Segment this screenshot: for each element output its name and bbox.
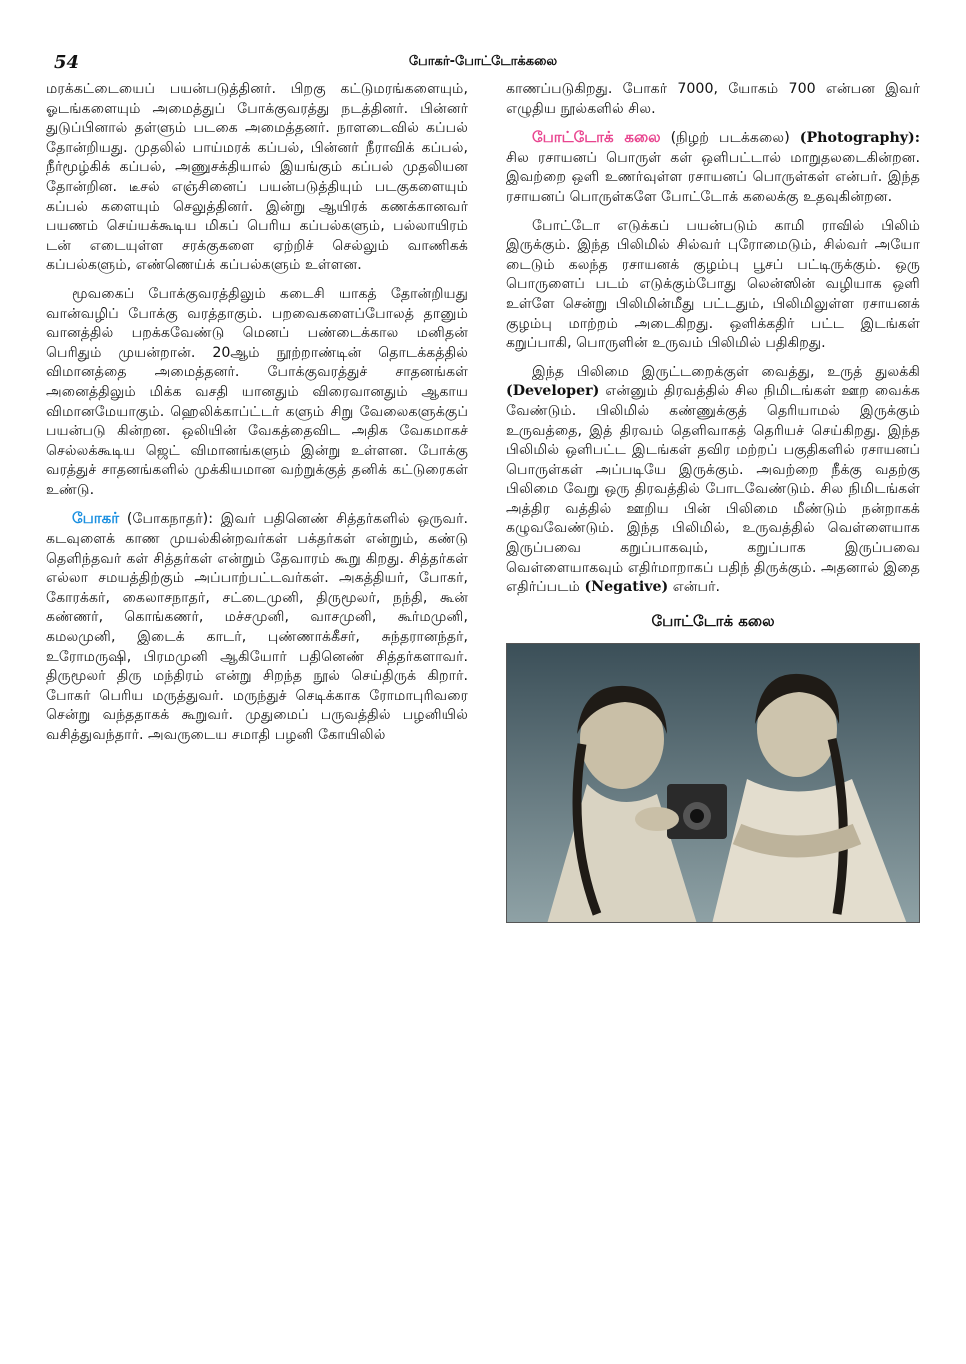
entry-subtitle: (நிழற் படக்கலை)	[660, 130, 790, 147]
paragraph-text: (போகநாதர்): இவர் பதினெண் சித்தர்களில் ஒருவர். கடவுளைக் காண முயல்கின்றவர்கள் பக்தர்கள் என்றும், கண்டு தெளிந்தவர் கள் சித்தர்கள் என்றும் தேவாரம் கூறு கிறது. சித்தர்கள் எல்லா சமயத்திற்கும் அப்பாற்பட்டவர்கள். அகத்தியர், போகர், கோரக்கர், கைலாசநாதர், சட்டைமுனி, திருமூலர், நந்தி, கூன் கண்ணர், கொங்கணர், மச்சமுனி, வாசமுனி, கூர்மமுனி, கமலமுனி, இடைக் காடர், புண்ணாக்கீசர், சுந்தரானந்தர், உரோமருஷி, பிரமமுனி ஆகியோர் பதினெண் சித்தர்களாவர். திருமூலர் திரு மந்திரம் என்று சிறந்த நூல் செய்திருக் கிறார். போகர் பெரிய மருத்துவர். மருந்துச் செடிக்காக ரோமாபுரிவரை சென்று வந்ததாகக் கூறுவர். முதுமைப் பருவத்தில் பழனியில் வசித்துவந்தார். அவருடைய சமாதி பழனி கோயிலில்	[46, 511, 468, 743]
paragraph	[506, 363, 920, 598]
left-column	[46, 80, 468, 755]
entry-term-photography: போட்டோக் கலை	[532, 128, 661, 147]
paragraph: மூவகைப் போக்குவரத்திலும் கடைசி யாகத் தோன்றியது வான்வழிப் போக்கு வரத்தாகும். பறவைகளைப்போலத் தானும் வானத்தில் பறக்கவேண்டு மெனப் பண்டைக்கால மனிதன் பெரிதும் முயன்றான். 20ஆம் நூற்றாண்டின் தொடக்கத்தில் விமானத்தை அமைத்தனர். போக்குவரத்துச் சாதனங்கள் அனைத்திலும் மிக்க வசதி யானதும் விரைவானதும் ஆகாய விமானமேயாகும். ஹெலிக்காப்ட்டர் களும் சிறு வேலைகளுக்குப் பயன்படு கின்றன. ஒலியின் வேகத்தைவிட அதிக வேகமாகச் செல்லக்கூடிய ஜெட் விமானங்களும் இன்று உள்ளன. போக்கு வரத்துச் சாதனங்களில் முக்கியமான வற்றுக்குத் தனிக் கட்டுரைகள் உண்டு.	[46, 285, 468, 498]
english-term: (Photography):	[799, 130, 920, 147]
entry-term-bogar: போகர்	[72, 509, 120, 528]
paragraph: போட்டோ எடுக்கப் பயன்படும் காமி ராவில் பிலிம் இருக்கும். இந்த பிலிமில் சில்வர் புரோமைடும், சில்வர் அயோ டைடும் கலந்த ரசாயனக் குழம்பு பூசப் பட்டிருக்கும். ஒரு பொருளைப் படம் எடுக்கும்போது லென்ஸின் வழியாக ஒளி உள்ளே சென்று பிலிமின்மீது பட்டதும், பிலிமிலுள்ள ரசாயனக் குழம்பு மாற்றம் அடைகிறது. ஒளிக்கதிர் பட்ட இடங்கள் கறுப்பாகி, பொருளின் உருவம் பிலிமில் பதிகிறது.	[506, 217, 920, 352]
paragraph	[46, 509, 468, 745]
running-title: போகர்-போட்டோக்கலை	[408, 54, 558, 69]
page-number: 54	[54, 52, 80, 73]
page-header	[0, 52, 966, 78]
photograph	[506, 643, 920, 923]
english-term: (Negative)	[584, 579, 669, 596]
paragraph-text: சில ரசாயனப் பொருள் கள் ஒளிபட்டால் மாறுதலடைகின்றன. இவற்றை ஒளி உணர்வுள்ள ரசாயனப் பொருள்கள் என்பர். இந்த ரசாயனப் பொருள்களே போட்டோக் கலைக்கு உதவுகின்றன.	[506, 149, 920, 205]
paragraph: மரக்கட்டையைப் பயன்படுத்தினர். பிறகு கட்டுமரங்களையும், ஓடங்களையும் அமைத்துப் போக்குவரத்து நடத்தினர். பின்னர் துடுப்பினால் தள்ளும் படகை அமைத்தனர். நாளடைவில் கப்பல் தோன்றியது. முதலில் பாய்மரக் கப்பல், பின்னர் நீராவிக் கப்பல், நீர்மூழ்கிக் கப்பல், அணுசக்தியால் இயங்கும் கப்பல் முதலியன தோன்றின. டீசல் எஞ்சினைப் பயன்படுத்தியும் படகுகளையும் கப்பல் களையும் செலுத்தினர். இன்று ஆயிரக் கணக்கானவர் பயணம் செய்யக்கூடிய மிகப் பெரிய கப்பல்களும், பல்லாயிரம் டன் எடையுள்ள சரக்குகளை ஏற்றிச் செல்லும் வாணிகக் கப்பல்களும், எண்ணெய்க் கப்பல்களும் உள்ளன.	[46, 81, 468, 274]
photo-illustration	[507, 644, 920, 923]
paragraph-text: இந்த பிலிமை இருட்டறைக்குள் வைத்து, உருத் துலக்கி	[532, 363, 920, 380]
paragraph: காணப்படுகிறது. போகர் 7000, யோகம் 700 என்பன இவர் எழுதிய நூல்களில் சில.	[506, 81, 920, 117]
right-column	[506, 80, 920, 923]
paragraph-text: என்பர்.	[668, 579, 721, 596]
figure-caption: போட்டோக் கலை	[651, 611, 775, 630]
paragraph	[506, 128, 920, 207]
paragraph-text: என்னும் திரவத்தில் சில நிமிடங்கள் ஊற வைக்க வேண்டும். பிலிமில் கண்ணுக்குத் தெரியாமல் இருக்கும் உருவத்தை, இத் திரவம் தெளிவாகத் தெரியச் செய்கிறது. இந்த பிலிமில் ஒளிபட்ட இடங்கள் தவிர மற்றப் பகுதிகளில் ரசாயனப் பொருள்கள் அப்படியே இருக்கும். அவற்றை நீக்கு வதற்கு பிலிமை வேறு ஒரு திரவத்தில் போடவேண்டும். சில நிமிடங்கள் அத்திர வத்தில் ஊறிய பின் பிலிமை மீண்டும் நன்றாகக் கழுவவேண்டும். இந்த பிலிமில், உருவத்தில் வெள்ளையாக இருப்பவை கறுப்பாகவும், கறுப்பாக இருப்பவை வெள்ளையாகவும் எதிர்மாறாகப் பதிந் திருக்கும். அதனால் இதை எதிர்ப்படம்	[506, 383, 920, 596]
english-term: (Developer)	[506, 383, 600, 400]
